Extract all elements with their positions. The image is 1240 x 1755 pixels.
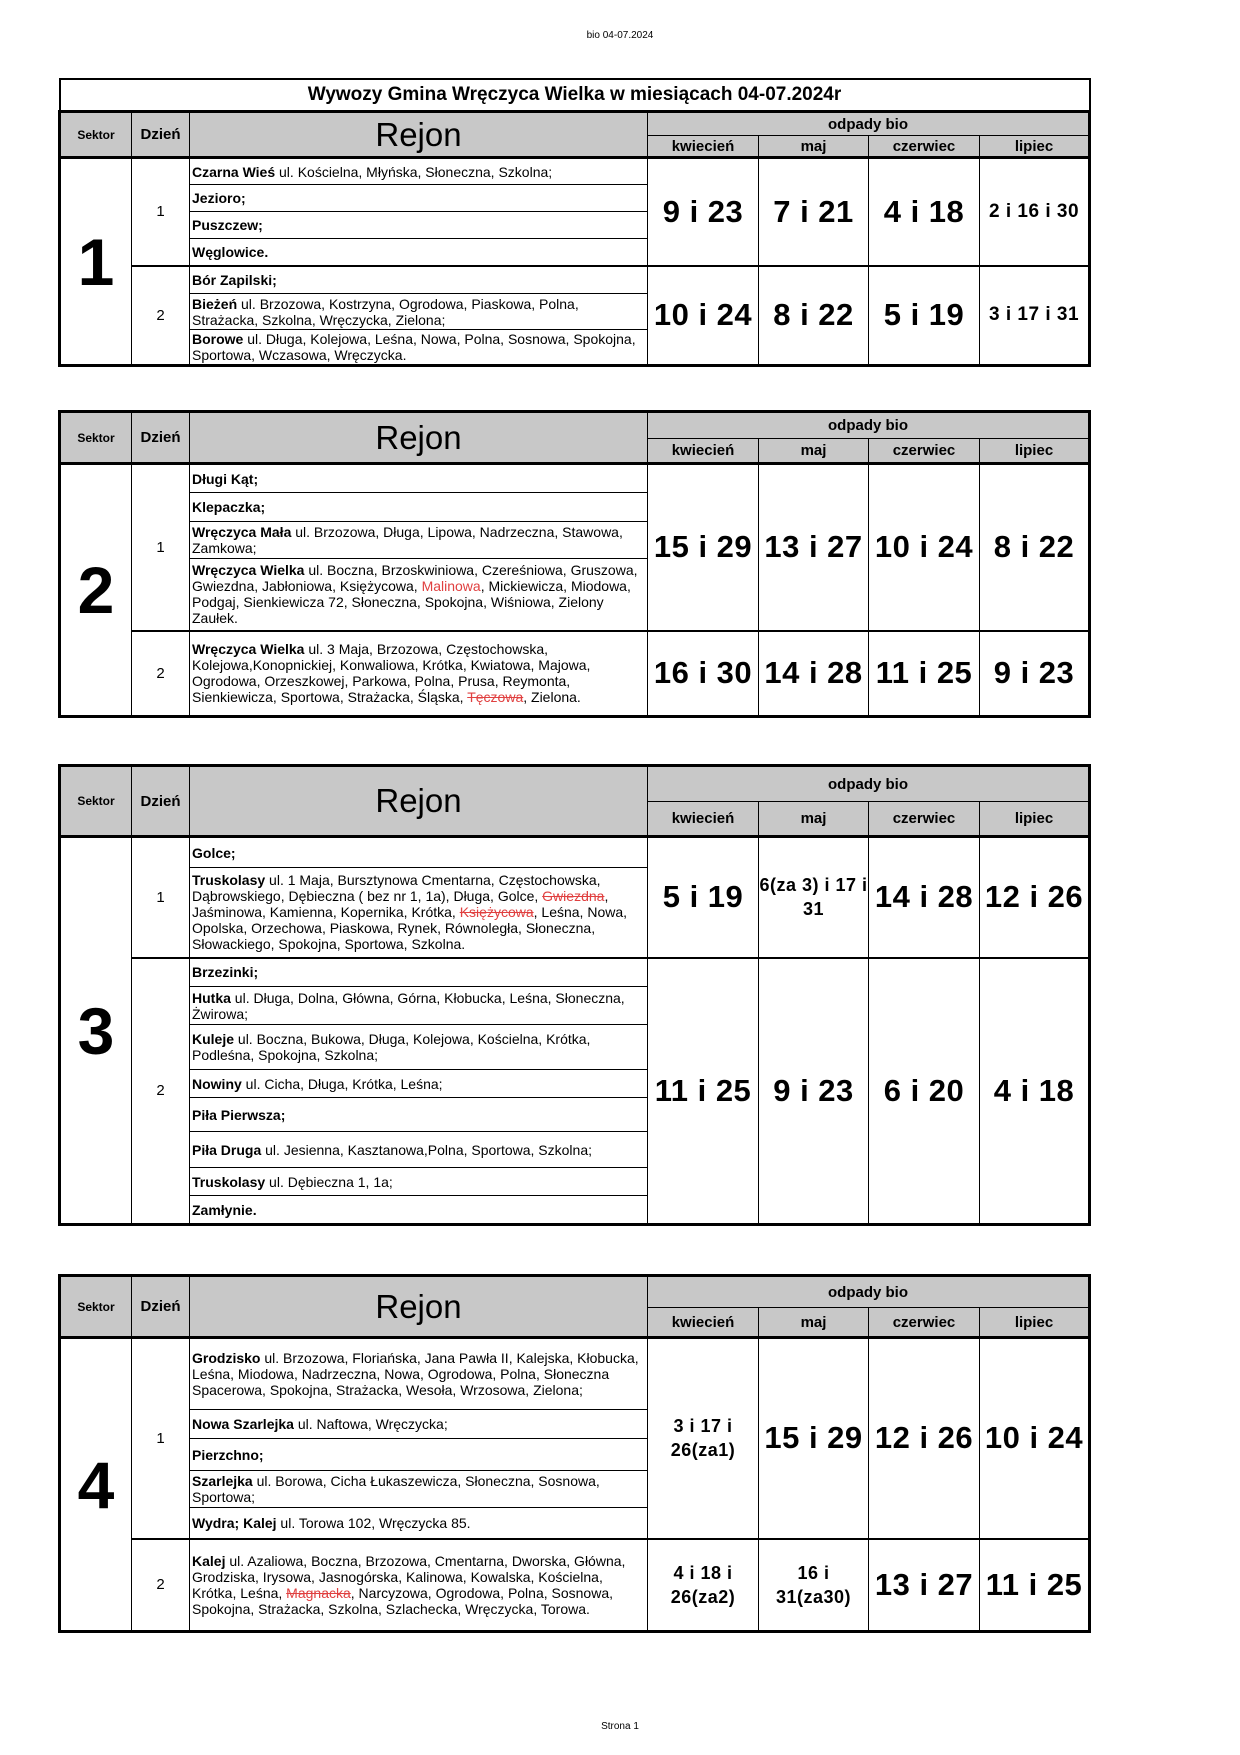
date-lipiec: 4 i 18 [980, 958, 1090, 1225]
date-kwiecien: 11 i 25 [648, 958, 759, 1225]
date-czerwiec: 12 i 26 [869, 1338, 980, 1539]
date-kwiecien: 16 i 30 [648, 631, 759, 717]
date-kwiecien: 5 i 19 [648, 837, 759, 958]
location-entry: Hutka ul. Długa, Dolna, Główna, Górna, Kłobucka, Leśna, Słoneczna, Żwirowa; [190, 987, 648, 1025]
header-month-maj: maj [759, 1308, 869, 1338]
location-entry: Nowiny ul. Cicha, Długa, Krótka, Leśna; [190, 1070, 648, 1098]
date-maj: 14 i 28 [759, 631, 869, 717]
header-month-czerwiec: czerwiec [869, 439, 980, 464]
document-title: Wywozy Gmina Wręczyca Wielka w miesiącach 04-07.2024r [60, 79, 1090, 112]
header-sektor: Sektor [60, 1276, 132, 1338]
location-entry: Jezioro; [190, 185, 648, 212]
location-entry: Truskolasy ul. Dębieczna 1, 1a; [190, 1168, 648, 1196]
day-number: 2 [132, 1539, 190, 1632]
date-lipiec: 3 i 17 i 31 [980, 266, 1090, 366]
header-rejon: Rejon [190, 766, 648, 837]
header-month-kwiecien: kwiecień [648, 1308, 759, 1338]
location-entry: Zamłynie. [190, 1196, 648, 1225]
header-month-lipiec: lipiec [980, 1308, 1090, 1338]
date-czerwiec: 11 i 25 [869, 631, 980, 717]
header-odpady-bio: odpady bio [648, 766, 1090, 802]
location-entry: Wręczyca Mała ul. Brzozowa, Długa, Lipowa, Nadrzeczna, Stawowa, Zamkowa; [190, 522, 648, 559]
sector-number: 3 [60, 837, 132, 1225]
date-czerwiec: 10 i 24 [869, 464, 980, 631]
day-number: 2 [132, 631, 190, 717]
sector-number: 2 [60, 464, 132, 717]
sector-3-table [58, 764, 1091, 1226]
date-maj: 15 i 29 [759, 1338, 869, 1539]
day-number: 2 [132, 266, 190, 366]
struck-street: Gwiezdna [542, 888, 605, 905]
date-kwiecien: 15 i 29 [648, 464, 759, 631]
header-month-czerwiec: czerwiec [869, 136, 980, 158]
location-entry: Golce; [190, 837, 648, 868]
date-maj: 6(za 3) i 17 i 31 [759, 837, 869, 958]
date-czerwiec: 13 i 27 [869, 1539, 980, 1632]
location-entry: Puszczew; [190, 212, 648, 239]
struck-street: Magnacka [286, 1584, 351, 1601]
date-lipiec: 9 i 23 [980, 631, 1090, 717]
location-entry: Węglowice. [190, 239, 648, 266]
location-entry: Brzezinki; [190, 958, 648, 987]
header-sektor: Sektor [60, 766, 132, 837]
date-kwiecien: 9 i 23 [648, 158, 759, 266]
date-maj: 7 i 21 [759, 158, 869, 266]
date-czerwiec: 5 i 19 [869, 266, 980, 366]
date-lipiec: 11 i 25 [980, 1539, 1090, 1632]
header-odpady-bio: odpady bio [648, 412, 1090, 439]
struck-street: Tęczowa [467, 689, 524, 706]
location-entry: Bór Zapilski; [190, 266, 648, 294]
header-month-lipiec: lipiec [980, 439, 1090, 464]
struck-street: Księżycowa [459, 904, 534, 921]
location-entry: Grodzisko ul. Brzozowa, Floriańska, Jana Pawła II, Kalejska, Kłobucka, Leśna, Miodowa, Nadrzeczna, Nowa, Ogrodowa, Polna, Słoneczna Spacerowa, Spokojna, Strażacka, Wesoła, Wrzosowa, Zielona; [190, 1338, 648, 1410]
date-kwiecien: 10 i 24 [648, 266, 759, 366]
header-month-lipiec: lipiec [980, 802, 1090, 837]
day-number: 1 [132, 464, 190, 631]
date-lipiec: 10 i 24 [980, 1338, 1090, 1539]
location-entry: Pierzchno; [190, 1439, 648, 1471]
location-entry: Borowe ul. Długa, Kolejowa, Leśna, Nowa, Polna, Sosnowa, Spokojna, Sportowa, Wczasowa, Wręczycka. [190, 330, 648, 366]
day-number: 1 [132, 837, 190, 958]
location-entry: Piła Pierwsza; [190, 1098, 648, 1132]
day-number: 2 [132, 958, 190, 1225]
header-month-maj: maj [759, 136, 869, 158]
day-number: 1 [132, 1338, 190, 1539]
date-maj: 8 i 22 [759, 266, 869, 366]
day-number: 1 [132, 158, 190, 266]
location-entry: Kalej ul. Azaliowa, Boczna, Brzozowa, Cmentarna, Dworska, Główna, Grodziska, Irysowa, Jasnogórska, Kalinowa, Kowalska, Kościelna, Krótka, Leśna, Magnacka, Narcyzowa, Ogrodowa, Polna, Sosnowa, Spokojna, Strażacka, Szkolna, Szlachecka, Wręczycka, Torowa. [190, 1539, 648, 1632]
location-entry: Wydra; Kalej ul. Torowa 102, Wręczycka 85. [190, 1508, 648, 1539]
header-month-kwiecien: kwiecień [648, 136, 759, 158]
header-odpady-bio: odpady bio [648, 1276, 1090, 1308]
page-footer: Strona 1 [601, 1721, 639, 1732]
location-entry: Czarna Wieś ul. Kościelna, Młyńska, Słoneczna, Szkolna; [190, 158, 648, 185]
header-month-kwiecien: kwiecień [648, 439, 759, 464]
header-month-maj: maj [759, 802, 869, 837]
header-odpady-bio: odpady bio [648, 112, 1090, 136]
date-czerwiec: 6 i 20 [869, 958, 980, 1225]
header-month-czerwiec: czerwiec [869, 1308, 980, 1338]
header-dzien: Dzień [132, 1276, 190, 1338]
header-month-lipiec: lipiec [980, 136, 1090, 158]
location-entry: Nowa Szarlejka ul. Naftowa, Wręczycka; [190, 1410, 648, 1439]
header-month-maj: maj [759, 439, 869, 464]
location-entry: Wręczyca Wielka ul. 3 Maja, Brzozowa, Częstochowska, Kolejowa,Konopnickiej, Konwaliowa, Krótka, Kwiatowa, Majowa, Ogrodowa, Orzeszkowej, Parkowa, Polna, Prusa, Reymonta, Sienkiewicza, Sportowa, Strażacka, Śląska, Tęczowa, Zielona. [190, 631, 648, 717]
sector-2-table [58, 410, 1091, 718]
location-entry: Piła Druga ul. Jesienna, Kasztanowa,Polna, Sportowa, Szkolna; [190, 1132, 648, 1168]
header-rejon: Rejon [190, 412, 648, 464]
date-czerwiec: 4 i 18 [869, 158, 980, 266]
location-entry: Wręczyca Wielka ul. Boczna, Brzoskwiniowa, Czereśniowa, Gruszowa, Gwiezdna, Jabłoniowa, Księżycowa, Malinowa, Mickiewicza, Miodowa, Podgaj, Sienkiewicza 72, Słoneczna, Spokojna, Wiśniowa, Zielony Zaułek. [190, 559, 648, 631]
header-month-czerwiec: czerwiec [869, 802, 980, 837]
location-entry: Kuleje ul. Boczna, Bukowa, Długa, Kolejowa, Kościelna, Krótka, Podleśna, Spokojna, Szkolna; [190, 1025, 648, 1070]
date-kwiecien: 4 i 18 i 26(za2) [648, 1539, 759, 1632]
location-entry: Klepaczka; [190, 493, 648, 522]
date-lipiec: 8 i 22 [980, 464, 1090, 631]
page-header-note: bio 04-07.2024 [586, 30, 654, 41]
location-entry: Długi Kąt; [190, 464, 648, 493]
location-entry: Truskolasy ul. 1 Maja, Bursztynowa Cmentarna, Częstochowska, Dąbrowskiego, Dębieczna ( bez nr 1, 1a), Długa, Golce, Gwiezdna, Jaśminowa, Kamienna, Kopernika, Krótka, Księżycowa, Leśna, Nowa, Opolska, Orzechowa, Piaskowa, Rynek, Równoległa, Słoneczna, Słowackiego, Spokojna, Sportowa, Szkolna. [190, 868, 648, 958]
header-month-kwiecien: kwiecień [648, 802, 759, 837]
date-kwiecien: 3 i 17 i 26(za1) [648, 1338, 759, 1539]
header-sektor: Sektor [60, 412, 132, 464]
header-dzien: Dzień [132, 112, 190, 158]
sector-4-table [58, 1274, 1091, 1633]
date-maj: 16 i 31(za30) [759, 1539, 869, 1632]
location-entry: Szarlejka ul. Borowa, Cicha Łukaszewicza, Słoneczna, Sosnowa, Sportowa; [190, 1471, 648, 1508]
location-entry: Bieżeń ul. Brzozowa, Kostrzyna, Ogrodowa, Piaskowa, Polna, Strażacka, Szkolna, Wręczycka, Zielona; [190, 294, 648, 330]
header-dzien: Dzień [132, 766, 190, 837]
date-maj: 9 i 23 [759, 958, 869, 1225]
date-lipiec: 2 i 16 i 30 [980, 158, 1090, 266]
header-dzien: Dzień [132, 412, 190, 464]
date-lipiec: 12 i 26 [980, 837, 1090, 958]
header-rejon: Rejon [190, 112, 648, 158]
date-czerwiec: 14 i 28 [869, 837, 980, 958]
header-rejon: Rejon [190, 1276, 648, 1338]
highlighted-street: Malinowa [421, 578, 481, 595]
date-maj: 13 i 27 [759, 464, 869, 631]
header-sektor: Sektor [60, 112, 132, 158]
sector-1-table [58, 78, 1091, 367]
sector-number: 4 [60, 1338, 132, 1632]
sector-number: 1 [60, 158, 132, 366]
